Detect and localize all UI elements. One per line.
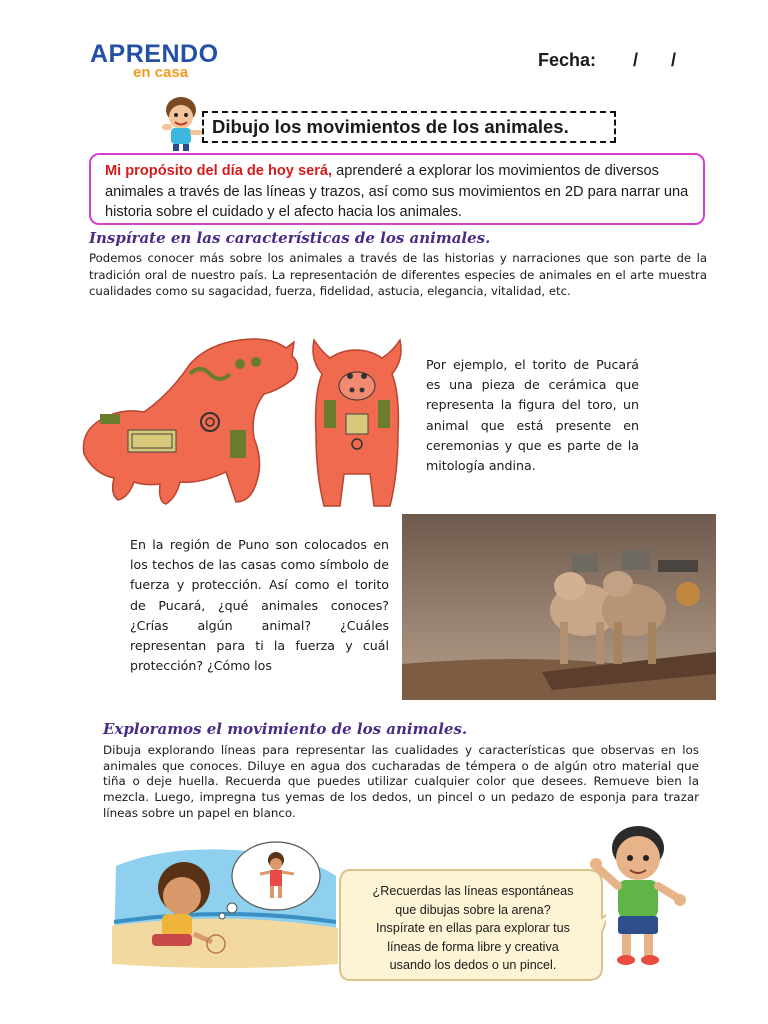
purpose-box bbox=[89, 153, 705, 225]
torito-rooftop-photo bbox=[402, 514, 716, 700]
section-paragraph-inspirate: Podemos conocer más sobre los animales a través de las historias y narraciones que son parte de la tradición oral de nuestro país. La representación de diferentes especies de animales en el arte muestra cualidades como su sagacidad, fuerza, fidelidad, astucia, elegancia, vitalidad, etc. bbox=[89, 251, 707, 299]
bubble-line: Inspírate en ellas para explorar tus bbox=[376, 921, 570, 936]
purpose-text: aprenderé a explorar los movimientos de diversos animales a través de las líneas y trazos, así como sus movimientos en 2D para narrar una historia sobre el cuidado y el afecto hacia los animales. bbox=[105, 163, 689, 220]
section-paragraph-exploramos: Dibuja explorando líneas para representar las cualidades y características que observas en los animales que conoces. Diluye en agua dos cucharadas de témpera o de algún otro material que tiña o deje huella. Recuerda que puedes utilizar cualquier color que desees. Remueve bien la mezcla. Luego, impregna tus yemas de los dedos, un pincel o un pedazo de esponja para trazar líneas sobre un papel en blanco. bbox=[103, 743, 699, 820]
torito-side-illustration bbox=[80, 334, 302, 512]
kid-mascot-illustration bbox=[157, 94, 207, 152]
date-label: Fecha: bbox=[538, 50, 597, 70]
speech-bubble-text bbox=[348, 882, 598, 975]
bubble-line: ¿Recuerdas las líneas espontáneas bbox=[372, 884, 574, 898]
logo-en-casa: en casa bbox=[133, 64, 189, 81]
bubble-line: líneas de forma libre y creativa bbox=[387, 939, 559, 954]
puno-description: En la región de Puno son colocados en los techos de las casas como símbolo de fuerza y protección. Así como el torito de Pucará, ¿qué animales conoces? ¿Crías algún animal? ¿Cuáles representan para ti la fuerza y cuál protección? ¿Cómo los bbox=[130, 537, 389, 674]
boy-thumbs-up-illustration bbox=[586, 822, 686, 968]
date-slash: / bbox=[633, 50, 639, 70]
logo-aprendo: APRENDO bbox=[90, 40, 219, 68]
section-heading-exploramos: Exploramos el movimiento de los animales. bbox=[103, 720, 468, 738]
date-slash: / bbox=[671, 50, 677, 70]
page-title: Dibujo los movimientos de los animales. bbox=[202, 111, 616, 143]
bubble-line: que dibujas sobre la arena? bbox=[395, 902, 551, 917]
girl-drawing-sand-illustration bbox=[104, 836, 340, 970]
torito-description: Por ejemplo, el torito de Pucará es una pieza de cerámica que representa la figura del toro, un animal que está presente en ceremonias y que es parte de la mitología andina. bbox=[426, 357, 639, 474]
torito-front-illustration bbox=[308, 334, 406, 512]
bubble-line: usando los dedos o un pincel. bbox=[389, 958, 557, 973]
section-heading-inspirate: Inspírate en las características de los animales. bbox=[89, 229, 491, 247]
purpose-lead: Mi propósito del día de hoy será, bbox=[105, 163, 333, 179]
